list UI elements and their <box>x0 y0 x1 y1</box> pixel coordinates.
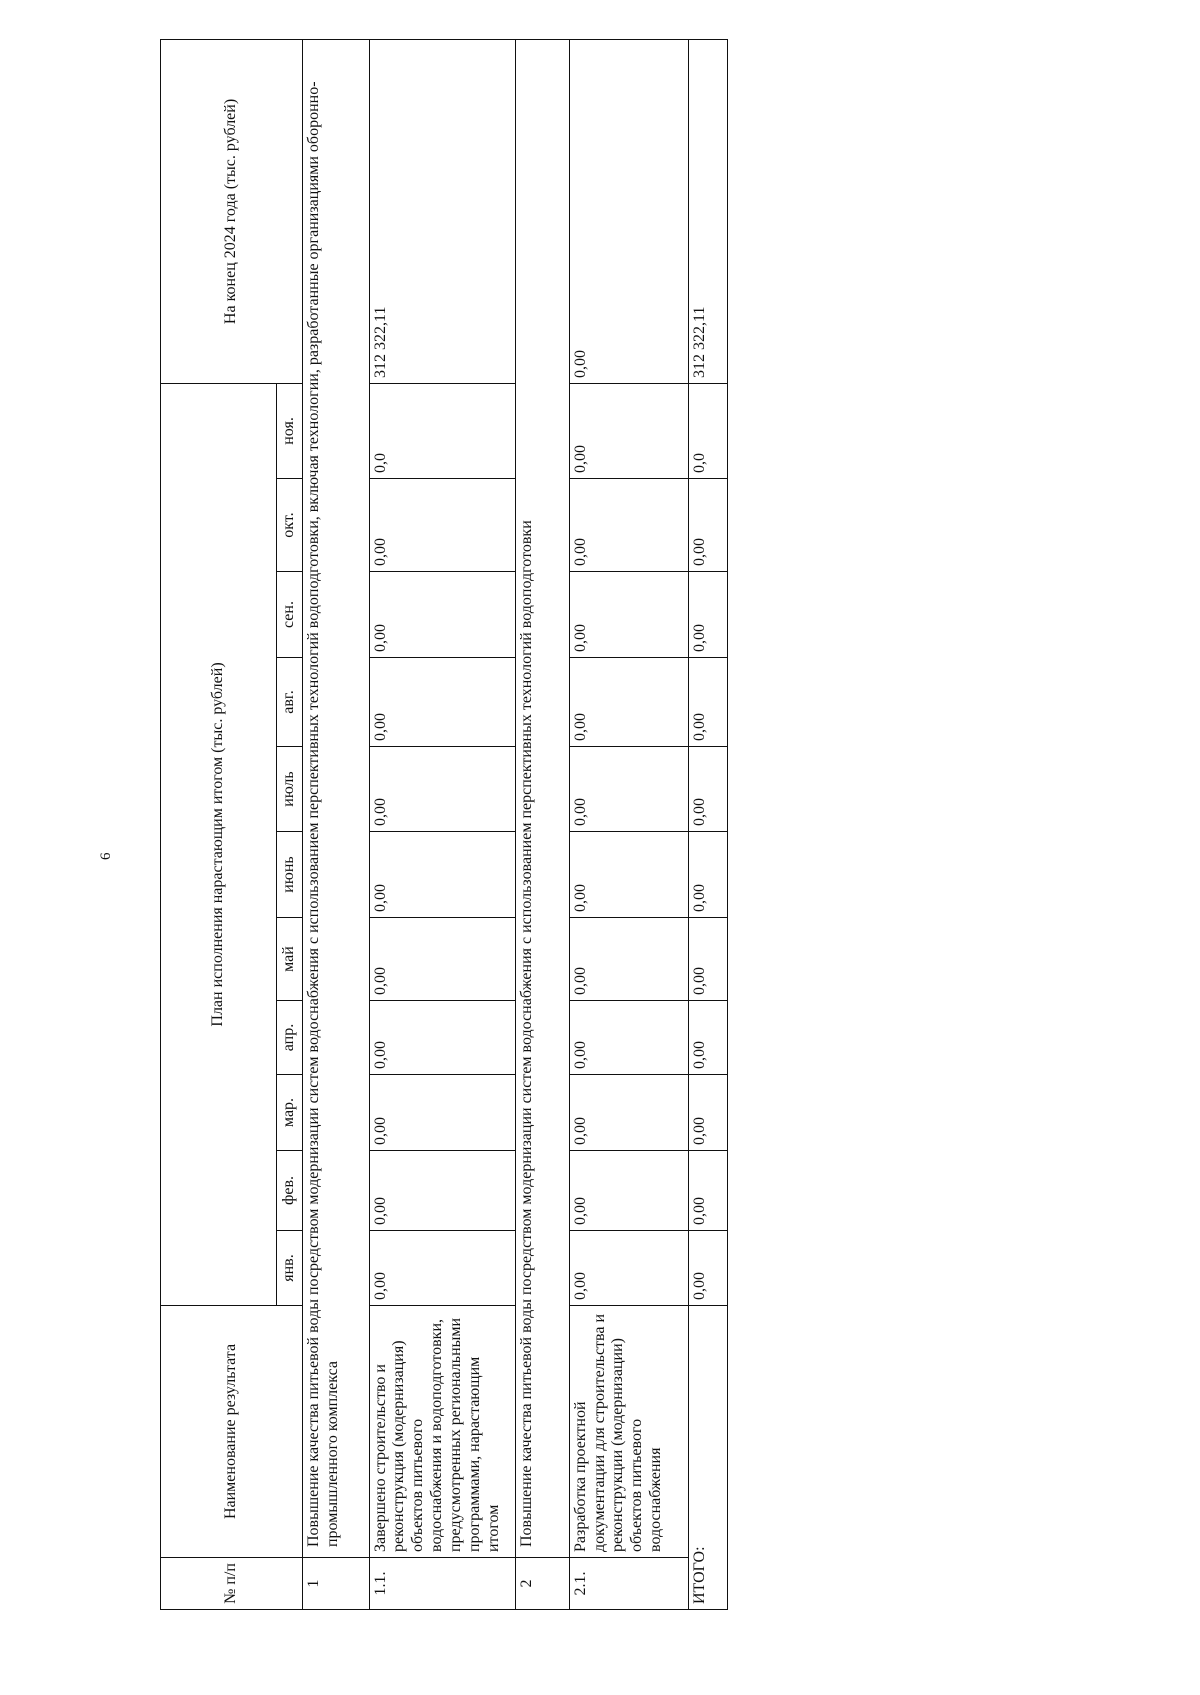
month-header: ноя. <box>276 383 303 478</box>
total-value-cell: 0,00 <box>689 918 728 1001</box>
section-row-1 <box>303 39 369 1609</box>
month-header: апр. <box>276 1001 303 1075</box>
value-cell: 0,00 <box>569 572 689 658</box>
row-number: 2.1. <box>569 1558 689 1610</box>
end-value-cell: 0,00 <box>569 39 689 383</box>
total-label: ИТОГО: <box>689 1306 728 1610</box>
value-cell: 0,00 <box>369 832 516 918</box>
result-name: Завершено строительство и реконструкция (модернизация) объектов питьевого водоснабжения и водоподготовки, предусмотренных региональными программами, нарастающим итогом <box>369 1306 516 1558</box>
section-title: Повышение качества питьевой воды посредством модернизации систем водоснабжения с использованием перспективных технологий водоподготовки <box>516 39 569 1557</box>
value-cell: 0,00 <box>569 832 689 918</box>
month-header: окт. <box>276 479 303 572</box>
header-name: Наименование результата <box>161 1306 303 1558</box>
row-number: 1 <box>303 1558 369 1610</box>
value-cell: 0,00 <box>369 1231 516 1306</box>
value-cell: 0,00 <box>569 383 689 478</box>
value-cell: 0,00 <box>369 572 516 658</box>
total-value-cell: 0,00 <box>689 1001 728 1075</box>
table-row-2-1 <box>569 39 689 1609</box>
month-header: авг. <box>276 658 303 747</box>
rotated-table-wrapper <box>160 40 728 1610</box>
value-cell: 0,00 <box>569 1231 689 1306</box>
value-cell: 0,00 <box>369 658 516 747</box>
page-number: 6 <box>98 852 114 860</box>
value-cell: 0,00 <box>369 1001 516 1075</box>
total-value-cell: 0,00 <box>689 572 728 658</box>
value-cell: 0,00 <box>369 1075 516 1151</box>
plan-table <box>160 39 728 1610</box>
value-cell: 0,00 <box>569 1075 689 1151</box>
month-header: сен. <box>276 572 303 658</box>
section-title: Повышение качества питьевой воды посредством модернизации систем водоснабжения с использованием перспективных технологий водоподготовки, включая технологии, разработанные организациями оборонно-промышленного комплекса <box>303 39 369 1557</box>
value-cell: 0,00 <box>569 918 689 1001</box>
value-cell: 0,00 <box>369 918 516 1001</box>
result-name: Разработка проектной документации для строительства и реконструкции (модернизации) объектов питьевого водоснабжения <box>569 1306 689 1558</box>
value-cell: 0,00 <box>369 747 516 832</box>
total-value-cell: 0,00 <box>689 1075 728 1151</box>
total-value-cell: 0,00 <box>689 658 728 747</box>
value-cell: 0,00 <box>569 1001 689 1075</box>
month-header: янв. <box>276 1231 303 1306</box>
value-cell: 0,00 <box>569 1151 689 1231</box>
month-header: фев. <box>276 1151 303 1231</box>
header-num: № п/п <box>161 1558 303 1610</box>
value-cell: 0,00 <box>369 1151 516 1231</box>
header-end: На конец 2024 года (тыс. рублей) <box>161 39 303 383</box>
month-header: июль <box>276 747 303 832</box>
value-cell: 0,00 <box>569 658 689 747</box>
value-cell: 0,0 <box>369 383 516 478</box>
total-row <box>689 39 728 1609</box>
total-value-cell: 0,00 <box>689 1231 728 1306</box>
month-header: мар. <box>276 1075 303 1151</box>
table-row-1-1 <box>369 39 516 1609</box>
total-value-cell: 0,00 <box>689 832 728 918</box>
total-value-cell: 0,0 <box>689 383 728 478</box>
month-header: июнь <box>276 832 303 918</box>
total-value-cell: 0,00 <box>689 1151 728 1231</box>
value-cell: 0,00 <box>569 479 689 572</box>
value-cell: 0,00 <box>569 747 689 832</box>
header-row-1 <box>161 39 277 1609</box>
value-cell: 0,00 <box>369 479 516 572</box>
total-end-value-cell: 312 322,11 <box>689 39 728 383</box>
row-number: 2 <box>516 1558 569 1610</box>
end-value-cell: 312 322,11 <box>369 39 516 383</box>
row-number: 1.1. <box>369 1558 516 1610</box>
header-plan: План исполнения нарастающим итогом (тыс. рублей) <box>161 383 277 1305</box>
section-row-2 <box>516 39 569 1609</box>
total-value-cell: 0,00 <box>689 479 728 572</box>
month-header: май <box>276 918 303 1001</box>
total-value-cell: 0,00 <box>689 747 728 832</box>
